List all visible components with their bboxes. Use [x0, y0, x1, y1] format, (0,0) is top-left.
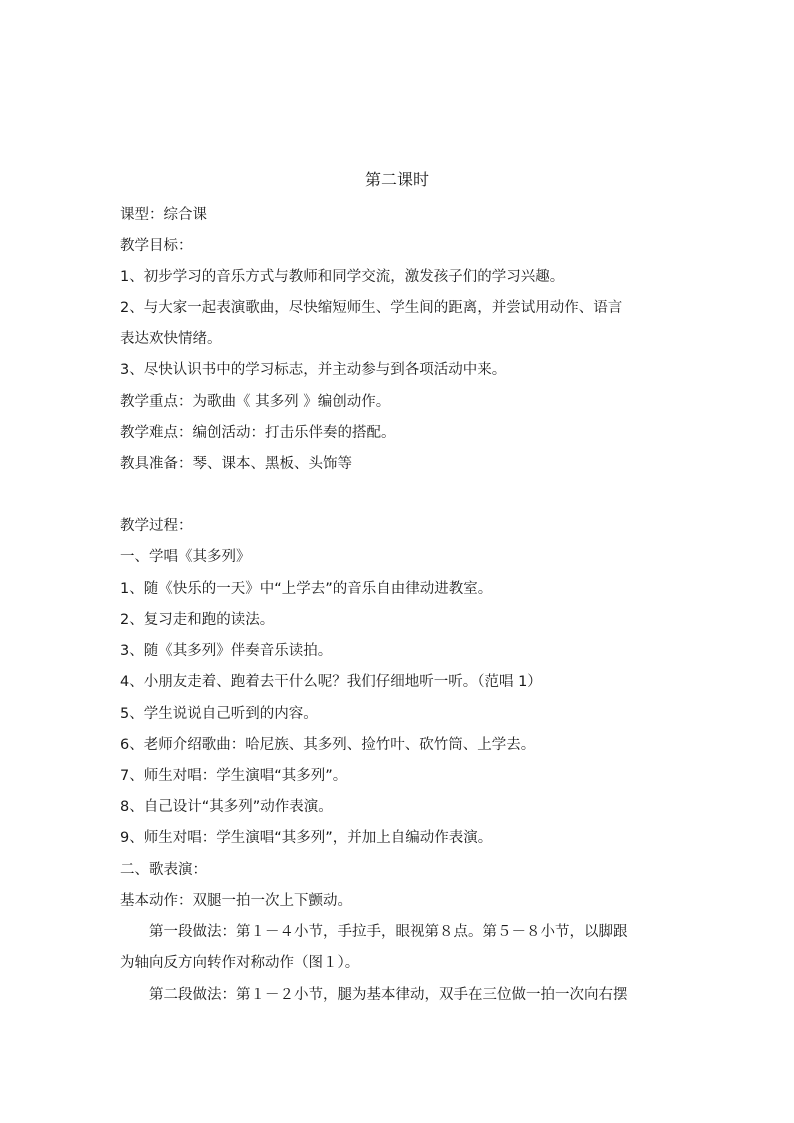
objective-item-2-continued: 表达欢快情绪。 [120, 331, 222, 347]
document-title: 第二课时 [364, 170, 429, 189]
second-verse-paragraph: 第二段做法：第１－２小节，腿为基本律动，双手在三位做一拍一次向右摆 [149, 987, 628, 1003]
materials-line: 教具准备：琴、课本、黑板、头饰等 [120, 456, 352, 472]
basic-movement-line: 基本动作：双腿一拍一次上下颤动。 [120, 893, 352, 909]
section-one-heading: 一、学唱《其多列》 [120, 549, 251, 565]
process-step-5: 5、学生说说自己听到的内容。 [120, 706, 318, 722]
lesson-type-line: 课型：综合课 [120, 207, 207, 223]
process-step-4: 4、小朋友走着、跑着去干什么呢？我们仔细地听一听。（范唱 1） [120, 674, 542, 690]
objective-item-2: 2、与大家一起表演歌曲，尽快缩短师生、学生间的距离，并尝试用动作、语言 [120, 300, 623, 316]
objective-item-3: 3、尽快认识书中的学习标志，并主动参与到各项活动中来。 [120, 362, 507, 378]
process-step-9: 9、师生对唱：学生演唱“其多列”，并加上自编动作表演。 [120, 830, 493, 846]
process-step-3: 3、随《其多列》伴奏音乐读拍。 [120, 643, 333, 659]
key-point-line: 教学重点：为歌曲《 其多列 》编创动作。 [120, 394, 391, 410]
process-step-1: 1、随《快乐的一天》中“上学去”的音乐自由律动进教室。 [120, 581, 493, 597]
first-verse-paragraph: 第一段做法：第１－４小节，手拉手，眼视第８点。第５－８小节，以脚跟 [149, 924, 628, 940]
process-step-7: 7、师生对唱：学生演唱“其多列”。 [120, 768, 348, 784]
first-verse-paragraph-continued: 为轴向反方向转作对称动作（图１）。 [120, 955, 360, 971]
process-step-6: 6、老师介绍歌曲：哈尼族、其多列、捡竹叶、砍竹筒、上学去。 [120, 737, 536, 753]
objective-item-1: 1、初步学习的音乐方式与教师和同学交流，激发孩子们的学习兴趣。 [120, 269, 565, 285]
process-step-8: 8、自己设计“其多列”动作表演。 [120, 799, 333, 815]
objectives-heading: 教学目标： [120, 238, 193, 254]
process-step-2: 2、复习走和跑的读法。 [120, 612, 275, 628]
section-two-heading: 二、歌表演： [120, 862, 207, 878]
difficulty-line: 教学难点：编创活动：打击乐伴奏的搭配。 [120, 425, 396, 441]
process-heading: 教学过程： [120, 518, 193, 534]
